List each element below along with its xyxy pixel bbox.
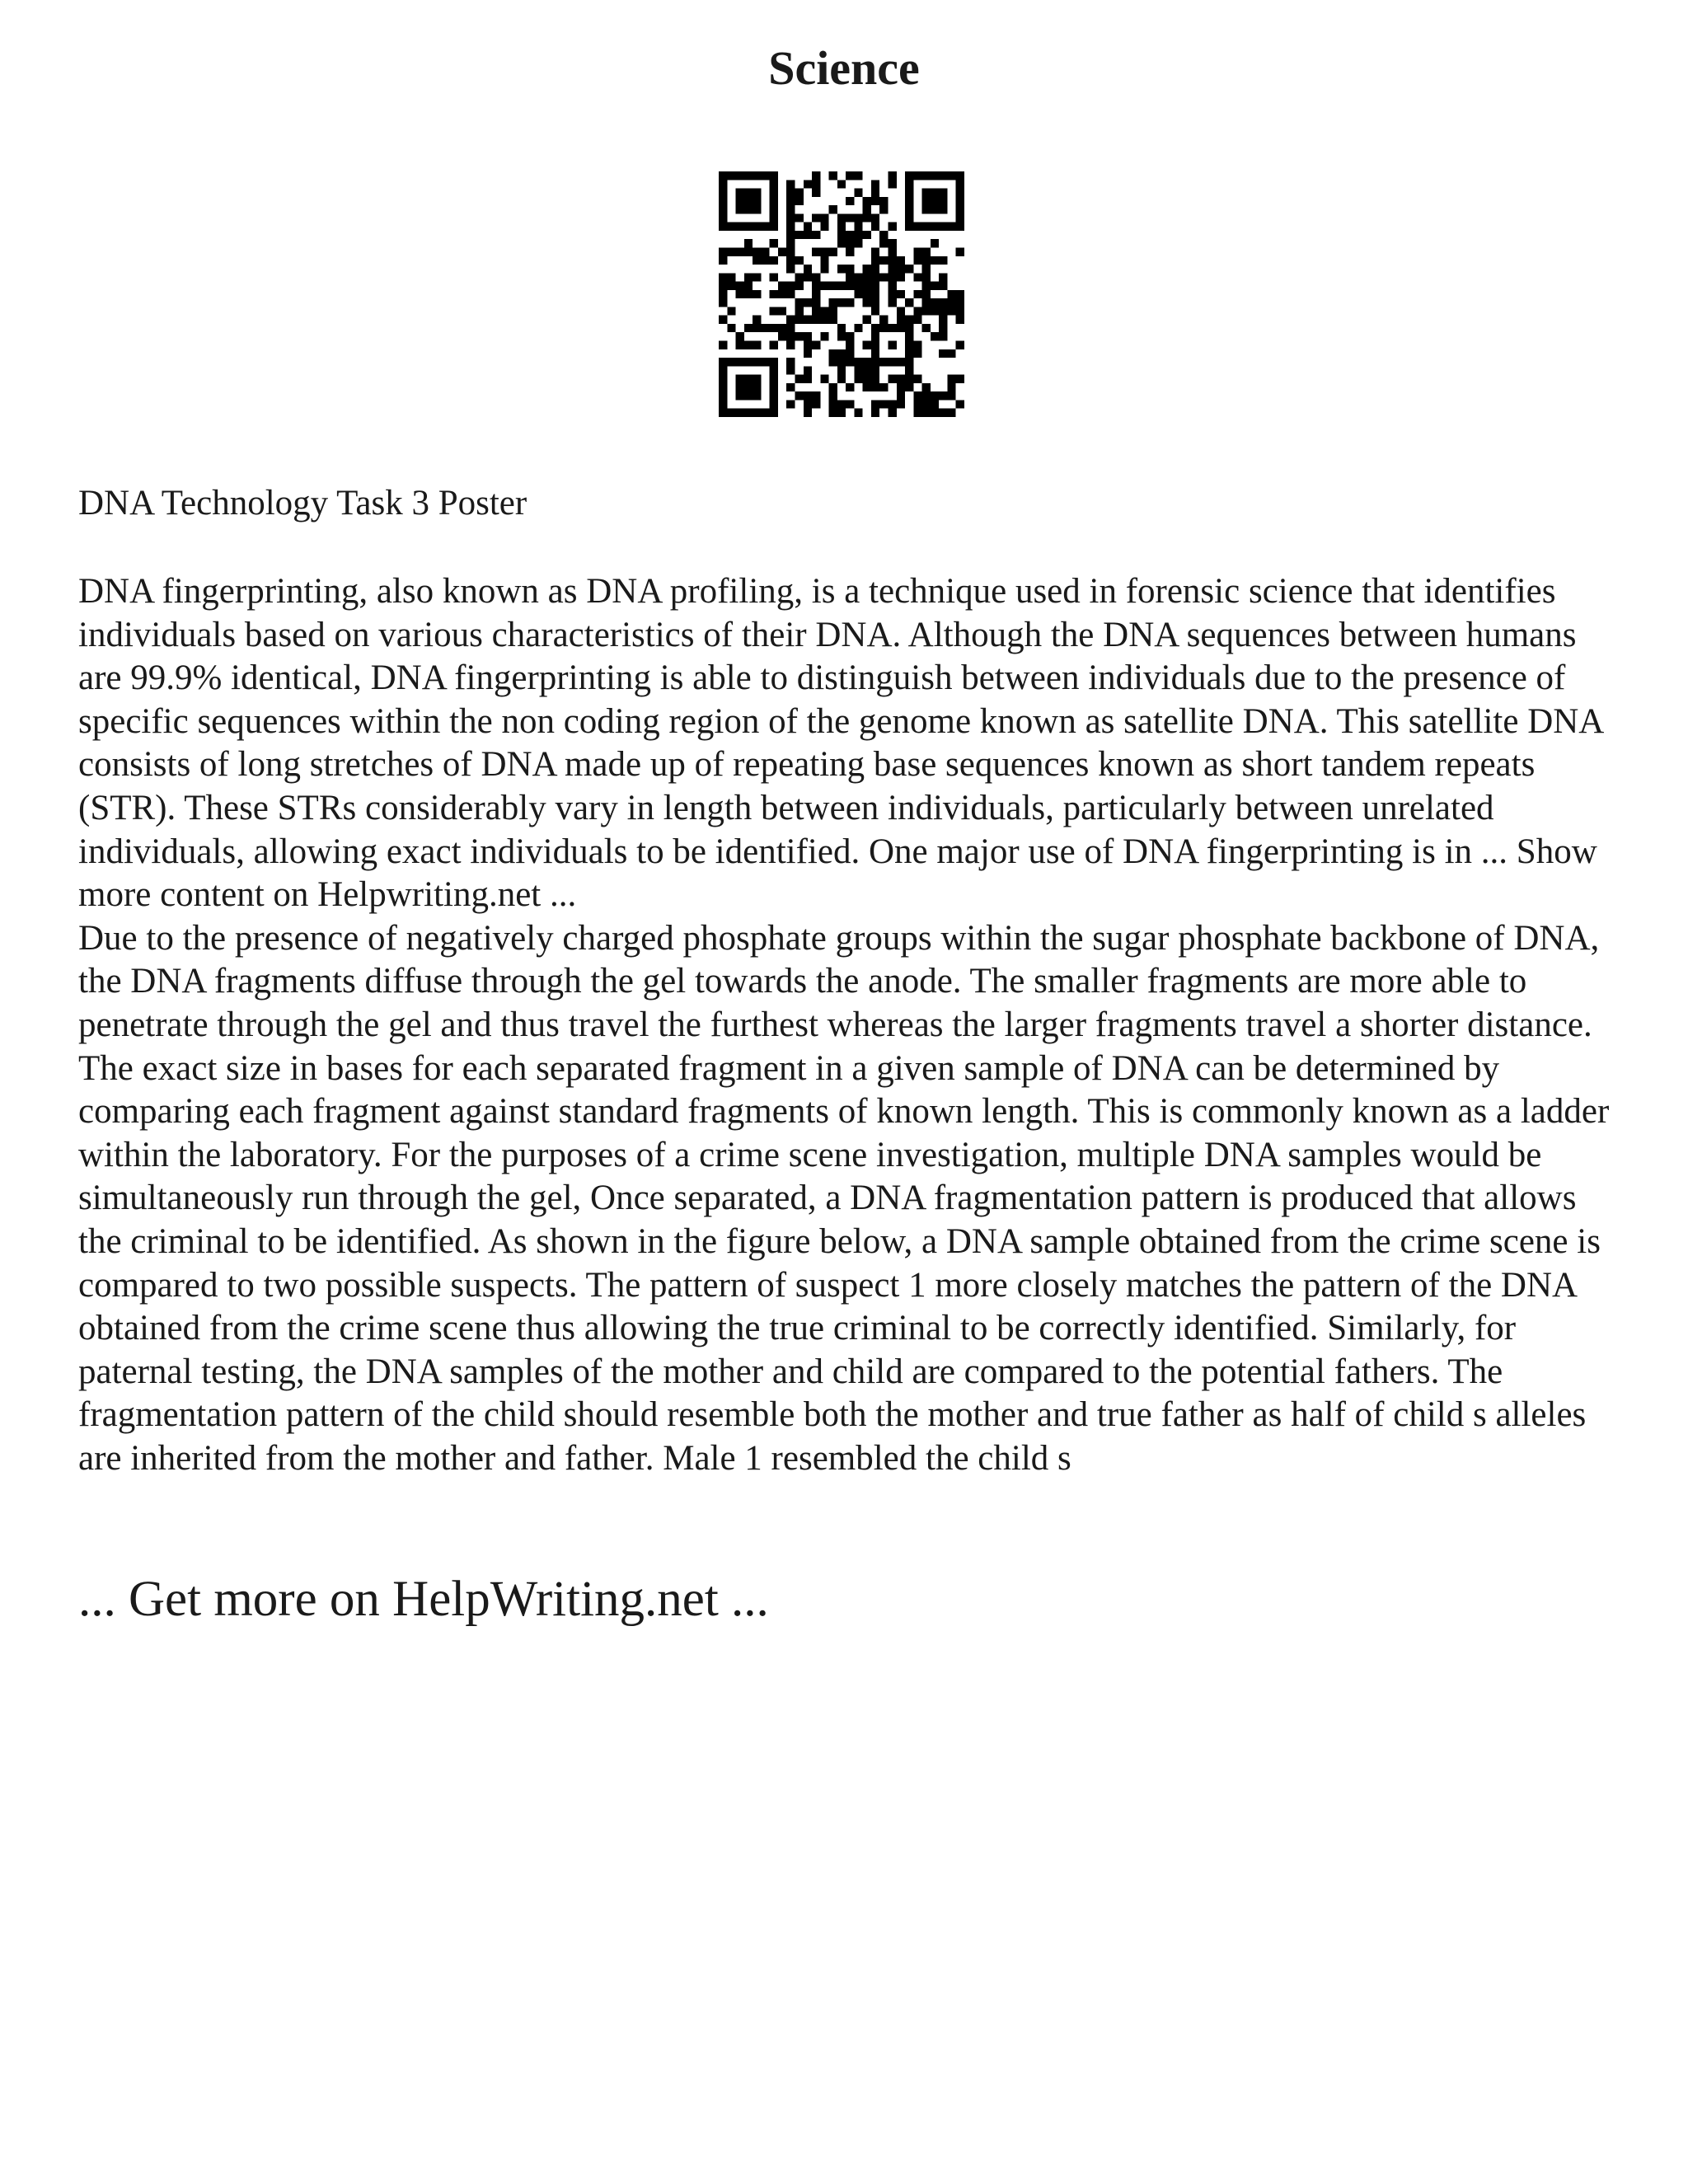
paragraph-1: DNA fingerprinting, also known as DNA profiling, is a technique used in forensic science that identifies individuals based on various characteristics of their DNA. Although the DNA sequences between humans are 99.9% identical, DNA fingerprinting is able to distinguish between individuals due to the presence of specific sequences within the non coding region of the genome known as satellite DNA. This satellite DNA consists of long stretches of DNA made up of repeating base sequences known as short tandem repeats (STR). These STRs considerably vary in length between individuals, particularly between unrelated individuals, allowing exact individuals to be identified. One major use of DNA fingerprinting is in ... Show more content on Helpwriting.net ... bbox=[78, 572, 1602, 915]
document-heading: DNA Technology Task 3 Poster bbox=[78, 484, 528, 523]
body-text bbox=[78, 570, 1628, 1480]
qr-code-icon[interactable] bbox=[719, 171, 964, 417]
paragraph-2: Due to the presence of negatively charged phosphate groups within the sugar phosphate backbone of DNA, the DNA fragments diffuse through the gel towards the anode. The smaller fragments are more able to penetrate through the gel and thus travel the furthest whereas the larger fragments travel a shorter distance. The exact size in bases for each separated fragment in a given sample of DNA can be determined by comparing each fragment against standard fragments of known length. This is commonly known as a ladder within the laboratory. For the purposes of a crime scene investigation, multiple DNA samples would be simultaneously run through the gel, Once separated, a DNA fragmentation pattern is produced that allows the criminal to be identified. As shown in the figure below, a DNA sample obtained from the crime scene is compared to two possible suspects. The pattern of suspect 1 more closely matches the pattern of the DNA obtained from the crime scene thus allowing the true criminal to be correctly identified. Similarly, for paternal testing, the DNA samples of the mother and child are compared to the potential fathers. The fragmentation pattern of the child should resemble both the mother and true father as half of child s alleles are inherited from the mother and father. Male 1 resembled the child s bbox=[78, 918, 1610, 1478]
page-title: Science bbox=[768, 41, 920, 95]
get-more-link[interactable]: ... Get more on HelpWriting.net ... bbox=[78, 1572, 769, 1627]
